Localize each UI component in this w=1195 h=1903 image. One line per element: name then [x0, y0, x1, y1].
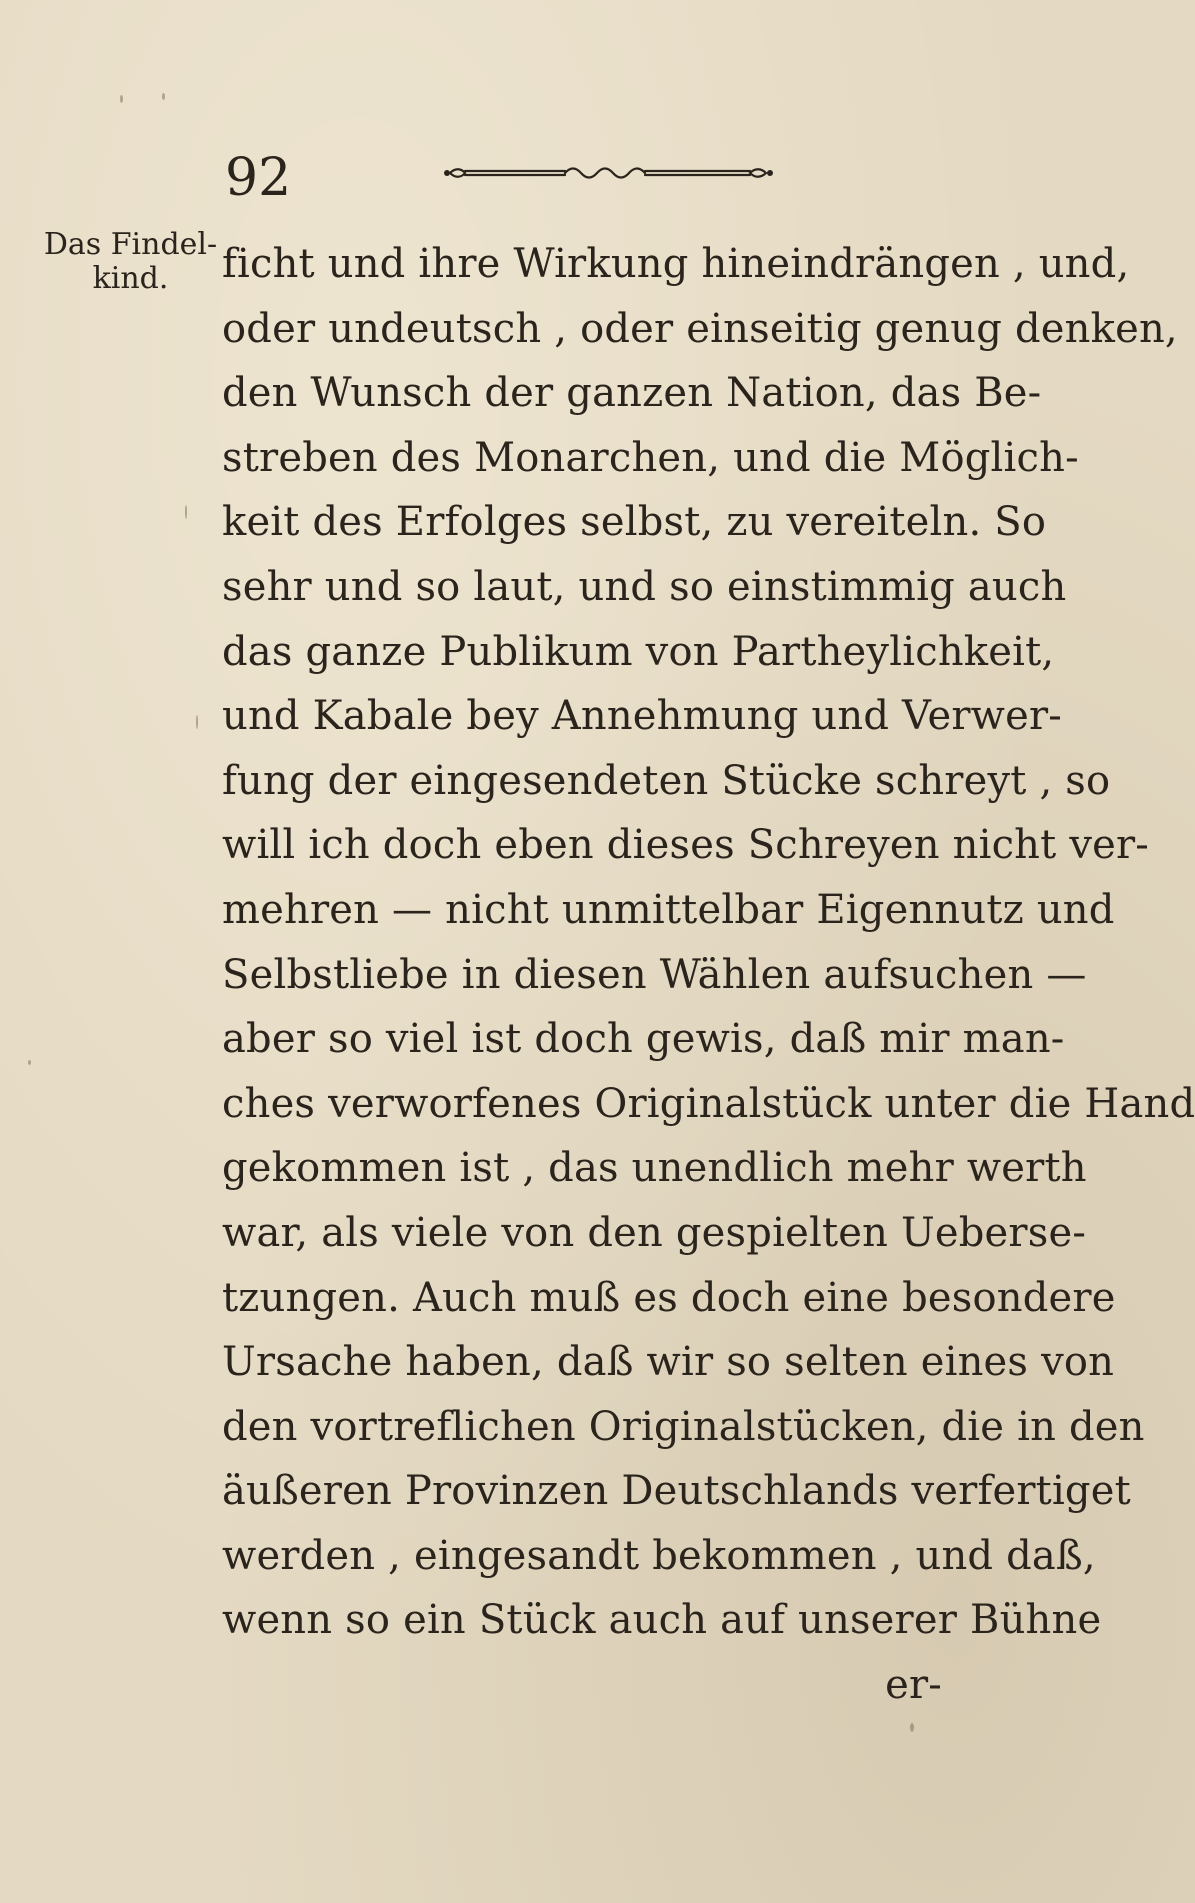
marginal-note-line: Das Findel- [43, 227, 218, 262]
text-line: mehren — nicht unmittelbar Eigennutz und [222, 886, 1115, 933]
header-ornament-rule [225, 160, 785, 188]
text-line: werden , eingesandt bekommen , und daß, [222, 1532, 1096, 1579]
text-line: und Kabale bey Annehmung und Verwer- [222, 693, 1063, 740]
text-line: war, als viele von den gespielten Ueberse- [222, 1209, 1087, 1256]
page-number: 92 [225, 148, 292, 208]
text-line: keit des Erfolges selbst, zu vereiteln. So [222, 499, 1047, 546]
text-line: tzungen. Auch muß es doch eine besondere [222, 1274, 1116, 1321]
catchword: er- [885, 1662, 942, 1709]
text-line: will ich doch eben dieses Schreyen nicht ver- [222, 822, 1150, 869]
text-line: fung der eingesendeten Stücke schreyt , so [222, 757, 1111, 804]
text-line: das ganze Publikum von Partheylichkeit, [222, 628, 1055, 675]
text-line: streben des Monarchen, und die Möglich- [222, 434, 1079, 481]
paper-speck [162, 93, 165, 100]
marginal-note-line: kind. [92, 261, 169, 296]
text-line: Selbstliebe in diesen Wählen aufsuchen — [222, 951, 1087, 998]
text-line: den vortreflichen Originalstücken, die in den [222, 1403, 1145, 1450]
text-line: sehr und so laut, und so einstimmig auch [222, 563, 1067, 610]
text-line: äußeren Provinzen Deutschlands verfertiget [222, 1468, 1131, 1515]
text-line: ficht und ihre Wirkung hineindrängen , und, [222, 241, 1130, 287]
paper-speck [910, 1723, 914, 1732]
paper-speck [120, 95, 123, 103]
paper-speck [28, 1060, 31, 1065]
text-line: wenn so ein Stück auch auf unserer Bühne [222, 1597, 1102, 1644]
paper-speck [196, 715, 198, 729]
text-line: gekommen ist , das unendlich mehr werth [222, 1145, 1087, 1192]
body-text [222, 232, 1195, 1718]
marginal-note [38, 228, 223, 296]
text-line: ches verworfenes Originalstück unter die Hand [222, 1080, 1195, 1127]
text-line: aber so viel ist doch gewis, daß mir man- [222, 1016, 1065, 1063]
text-line: den Wunsch der ganzen Nation, das Be- [222, 370, 1042, 417]
text-line: Ursache haben, daß wir so selten eines von [222, 1339, 1115, 1386]
text-line: oder undeutsch , oder einseitig genug denken, [222, 305, 1178, 352]
paper-speck [185, 505, 187, 519]
